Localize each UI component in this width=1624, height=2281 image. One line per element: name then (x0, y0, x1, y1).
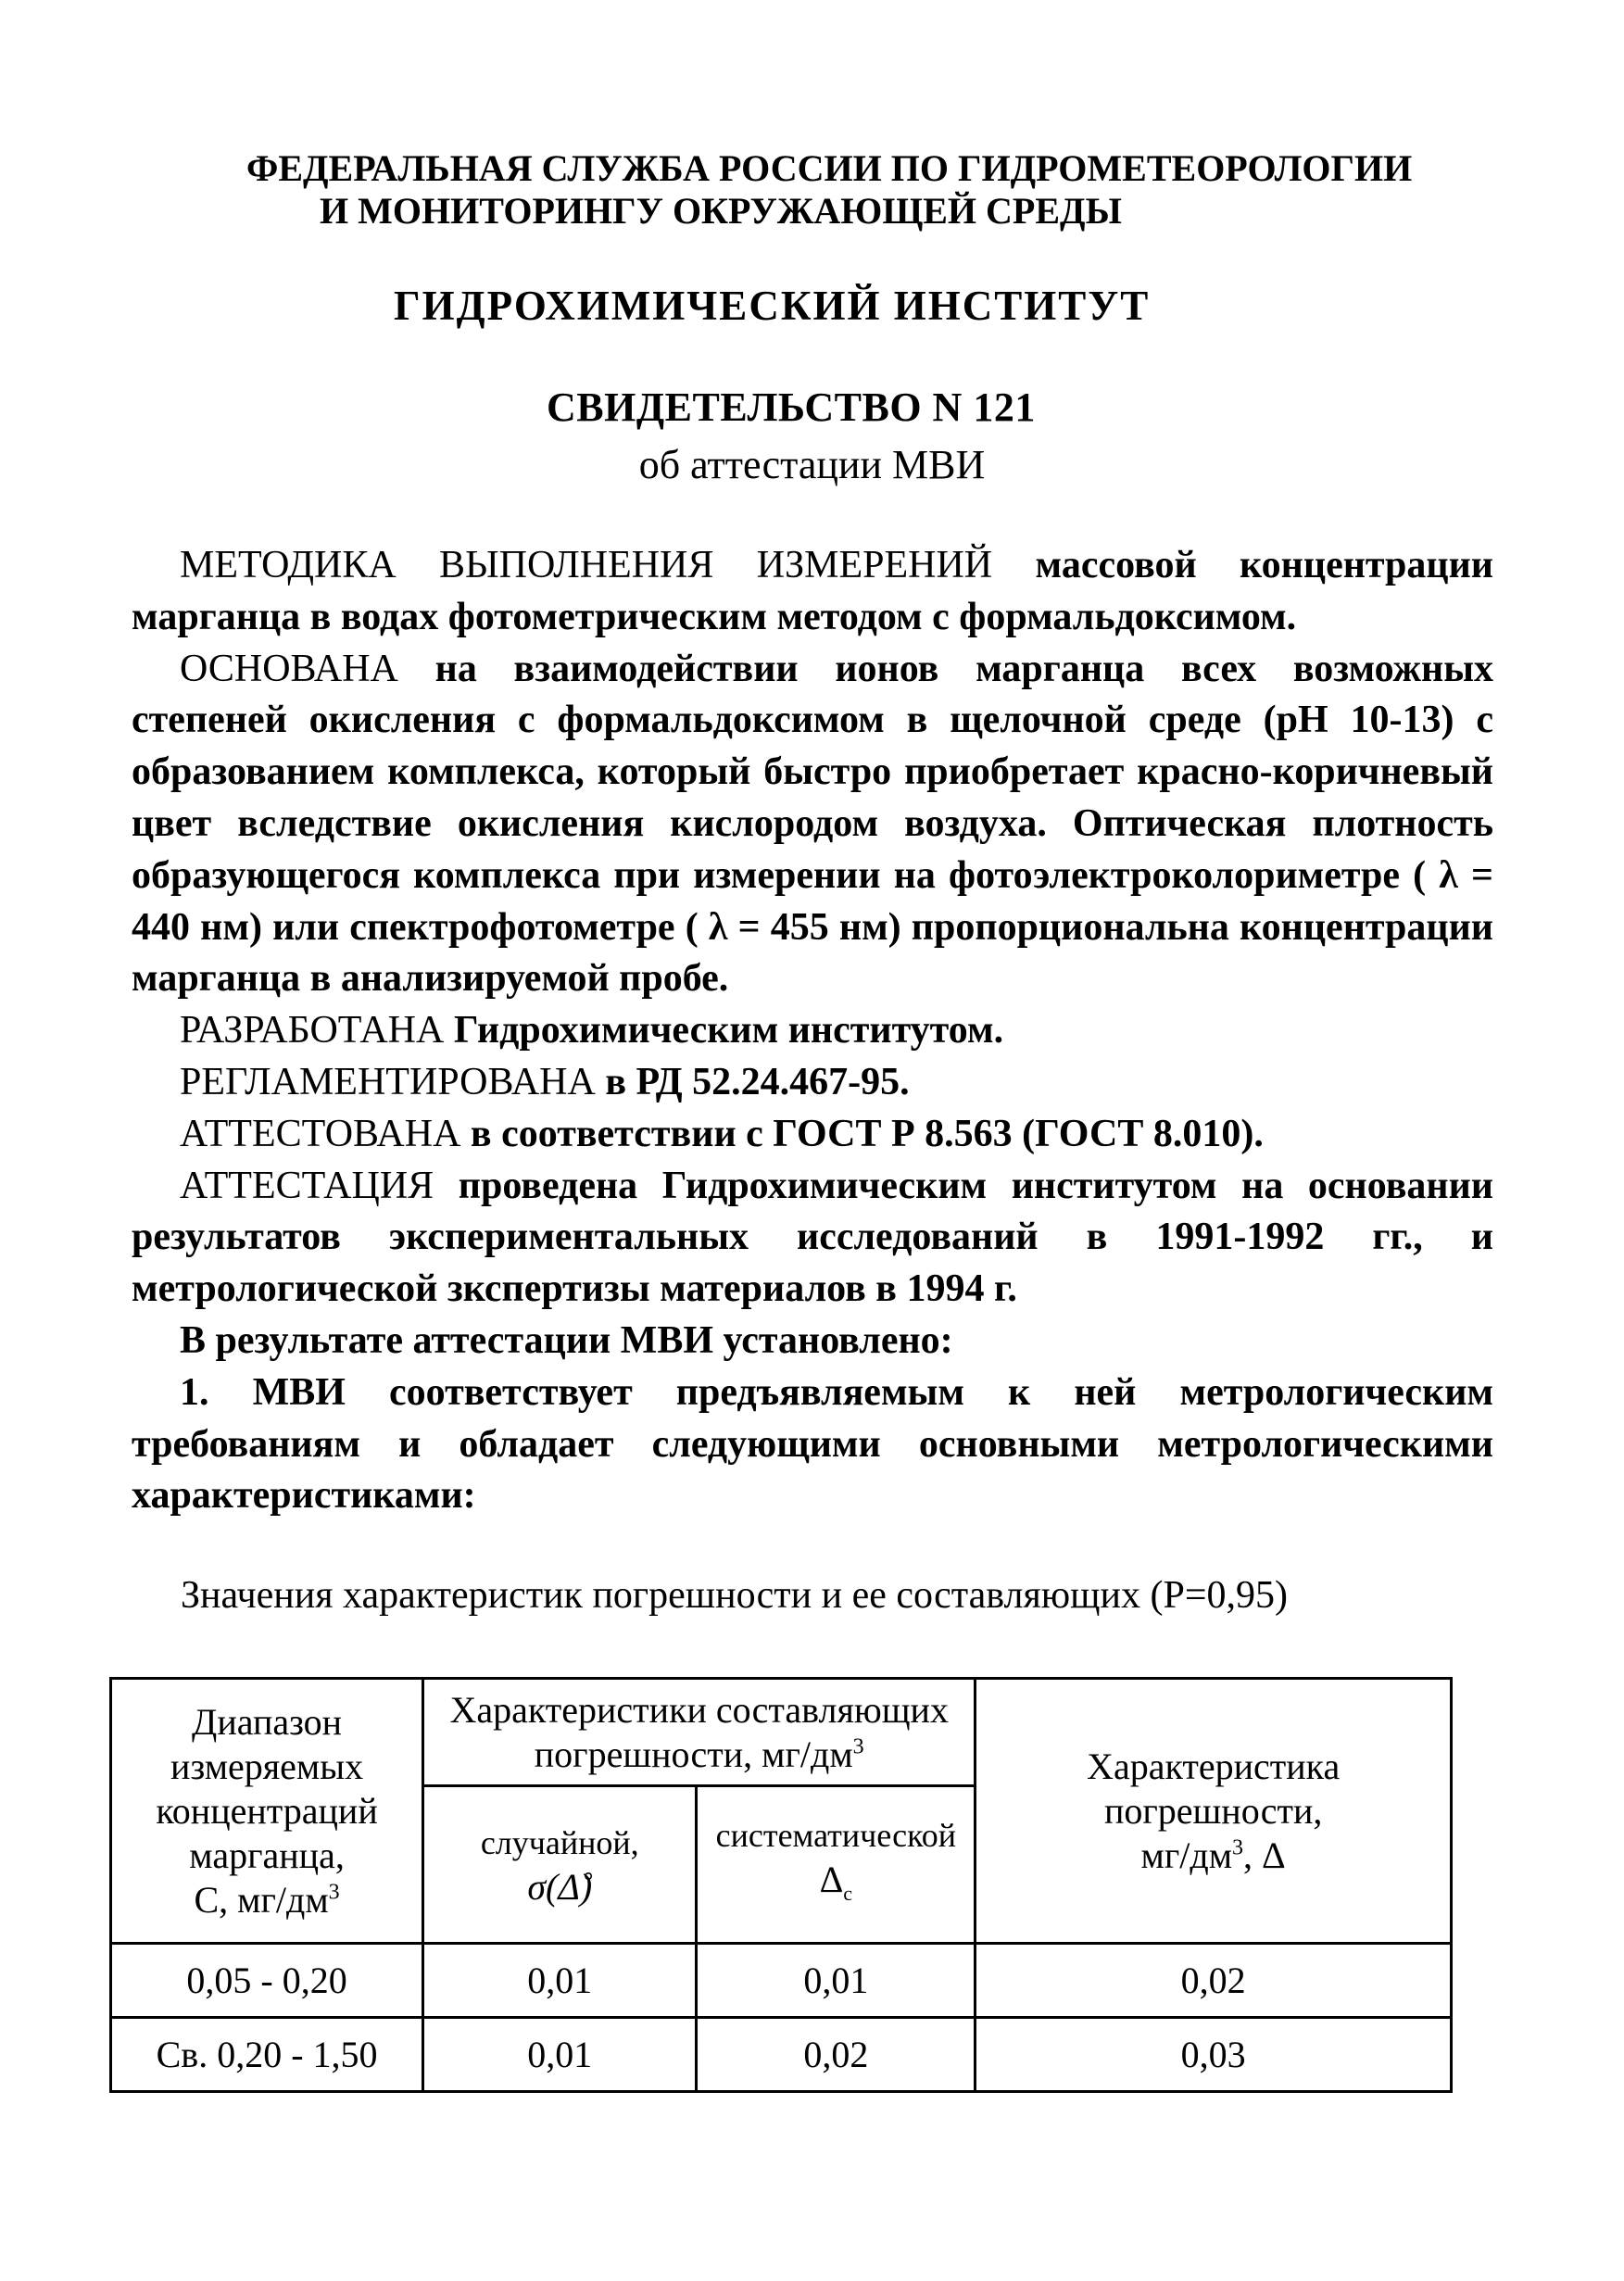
lead-attestation: АТТЕСТАЦИЯ (180, 1164, 434, 1207)
org-name-line1: ФЕДЕРАЛЬНАЯ СЛУЖБА РОССИИ ПО ГИДРОМЕТЕОРОЛОГИИ (246, 147, 1413, 189)
text-regulated: в РД 52.24.467-95. (595, 1060, 910, 1103)
org-name-line2: И МОНИТОРИНГУ ОКРУЖАЮЩЕЙ СРЕДЫ (320, 190, 1122, 232)
paragraph-attestation (132, 1161, 1493, 1316)
random-error-symbol: σ(Δ̊) (527, 1865, 593, 1908)
text-basis: на взаимодействии ионов марганца всех возможных степеней окисления с формальдоксимом в щелочной среде (pH 10-13) с образованием комплекса, который быстро приобретает красно-коричневый цвет вследствие окисления кислородом воздуха. Оптическая плотность образующегося комплекса при измерении на фотоэлектроколориметре ( λ = 440 нм) или спектрофотометре ( λ = 455 нм) пропорциональна концентрации марганца в анализируемой пробе. (132, 647, 1493, 1001)
lead-regulated: РЕГЛАМЕНТИРОВАНА (180, 1060, 596, 1103)
error-characteristics-table (109, 1677, 1453, 2093)
header-components-group: Характеристики составляющих погрешности, $мг/дм^3$ (423, 1679, 976, 1786)
text-certified: в соответствии с ГОСТ Р 8.563 (ГОСТ 8.010). (460, 1112, 1264, 1155)
header-total-error: Характеристика погрешности, $мг/дм^3$, Δ (976, 1679, 1452, 1944)
text-method: массовой концентрации марганца в водах фотометрическим методом с формальдоксимом. (132, 544, 1494, 638)
certificate-title: СВИДЕТЕЛЬСТВО N 121 (547, 384, 1036, 430)
cell-total: 0,03 (976, 2018, 1452, 2092)
header-systematic: систематической $\Delta_c$ (697, 1786, 976, 1944)
table-caption: Значения характеристик погрешности и ее составляющих (P=0,95) (181, 1574, 1288, 1617)
cell-total: 0,02 (976, 1944, 1452, 2018)
paragraph-developed (132, 1005, 1493, 1057)
cell-systematic: 0,02 (697, 2018, 976, 2092)
systematic-error-symbol: $\Delta_c$ (819, 1859, 853, 1905)
cell-range: 0,05 - 0,20 (111, 1944, 423, 2018)
cell-random: 0,01 (423, 1944, 697, 2018)
header-range: Диапазон измеряемых концентраций марганца, С, $мг/дм^3$ (111, 1679, 423, 1944)
text-conformity: 1. МВИ соответствует предъявляемым к ней метрологическим требованиям и обладает следующими основными метрологическими характеристиками: (132, 1370, 1493, 1518)
table-row (111, 1944, 1452, 2018)
lead-method: МЕТОДИКА ВЫПОЛНЕНИЯ ИЗМЕРЕНИЙ (180, 544, 993, 586)
institute-title: ГИДРОХИМИЧЕСКИЙ ИНСТИТУТ (394, 283, 1151, 329)
lead-basis: ОСНОВАНА (180, 647, 398, 690)
lead-certified: АТТЕСТОВАНА (180, 1112, 461, 1155)
header-random: случайной, σ(Δ̊) (423, 1786, 697, 1944)
text-result: В результате аттестации МВИ установлено: (180, 1318, 953, 1362)
certificate-subtitle: об аттестации МВИ (638, 442, 986, 487)
paragraph-conformity (132, 1367, 1493, 1522)
paragraph-result (132, 1316, 1493, 1367)
lead-developed: РАЗРАБОТАНА (180, 1009, 445, 1052)
cell-range: Св. 0,20 - 1,50 (111, 2018, 423, 2092)
text-developed: Гидрохимическим институтом. (444, 1009, 1004, 1052)
table-header-row (111, 1679, 1452, 1786)
paragraph-certified (132, 1109, 1493, 1161)
table-row (111, 2018, 1452, 2092)
document-body (132, 540, 1493, 1522)
text-attestation: проведена Гидрохимическим институтом на основании результатов экспериментальных исследований в 1991-1992 гг., и метрологической зкспертизы материалов в 1994 г. (132, 1164, 1493, 1311)
paragraph-method (132, 540, 1493, 644)
cell-systematic: 0,01 (697, 1944, 976, 2018)
paragraph-basis (132, 644, 1493, 1006)
paragraph-regulated (132, 1057, 1493, 1109)
cell-random: 0,01 (423, 2018, 697, 2092)
